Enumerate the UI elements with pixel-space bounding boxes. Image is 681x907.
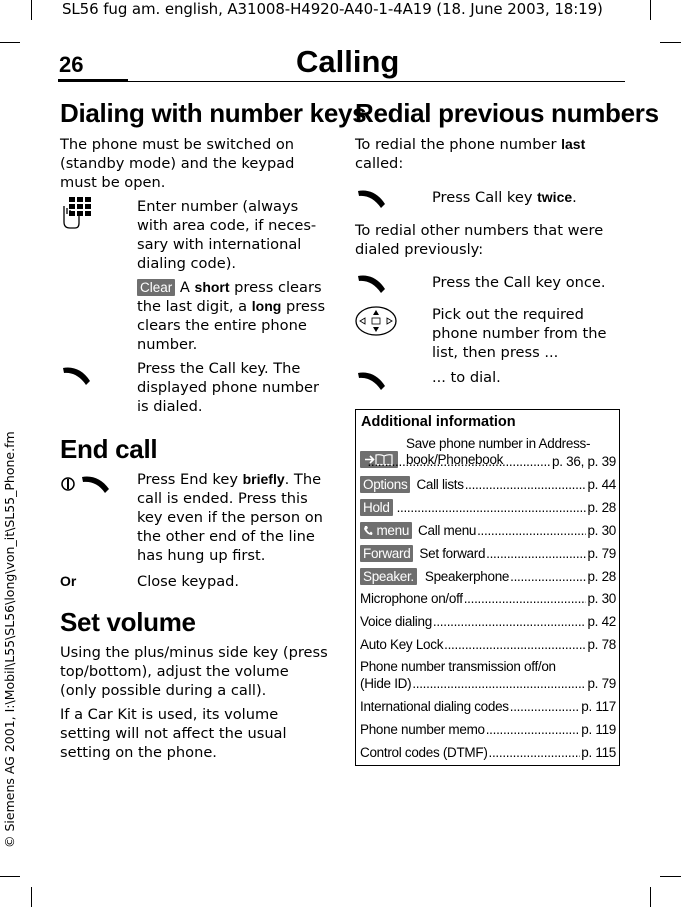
page-title: Calling xyxy=(296,44,400,79)
press-call-twice-text: Press Call key twice. xyxy=(432,189,577,206)
clear-key-text: Clear A short press clears the last digit, a long press clears the entire phone number. xyxy=(137,279,326,353)
crop-mark xyxy=(0,42,20,43)
info-row-phonebook-page: ..... p. 36, p. 39 xyxy=(360,454,616,470)
page-number: 26 xyxy=(59,52,84,77)
volume-para-2: If a Car Kit is used, its volume setting will not affect the usual setting on the phone. xyxy=(60,706,287,761)
call-key-icon xyxy=(356,272,388,296)
crop-mark xyxy=(650,887,651,907)
heading-dialing: Dialing with number keys xyxy=(60,98,367,128)
keypad-icon xyxy=(61,196,93,230)
call-icon xyxy=(363,525,373,536)
info-row-hold: Hold ..... p. 28 xyxy=(360,499,616,516)
close-keypad-text: Close keypad. xyxy=(137,573,240,590)
redial-intro: To redial the phone number last called: xyxy=(355,136,586,172)
speaker-softkey: Speaker. xyxy=(360,568,417,585)
enter-number-text: Enter number (always with area code, if necessary with international dialing code). xyxy=(137,198,317,272)
side-copyright: © Siemens AG 2001, I:\Mobil\L55\SL56\long\von_it\SL55_Phone.fm xyxy=(2,431,17,848)
navigation-key-icon xyxy=(354,305,398,337)
title-rule-thick xyxy=(58,79,128,82)
dialing-intro: The phone must be switched on (standby mode) and the keypad must be open. xyxy=(60,136,295,191)
volume-para-1: Using the plus/minus side key (press top/bottom), adjust the volume (only possible during a call). xyxy=(60,644,328,699)
additional-info-box xyxy=(355,409,620,766)
info-row-auto-key-lock: Auto Key Lock ..... p. 78 xyxy=(360,637,616,653)
call-key-icon xyxy=(356,187,388,211)
press-call-once-text: Press the Call key once. xyxy=(432,274,606,291)
info-row-set-forward: Forward Set forward ..... p. 79 xyxy=(360,545,616,562)
crop-mark xyxy=(31,887,32,907)
call-menu-softkey: menu xyxy=(360,522,412,539)
info-row-speakerphone: Speaker. Speakerphone ..... p. 28 xyxy=(360,568,616,585)
crop-mark xyxy=(31,0,32,20)
end-key-icon xyxy=(60,472,120,496)
crop-mark xyxy=(660,42,681,43)
title-rule xyxy=(128,81,625,82)
options-softkey: Options xyxy=(360,476,410,493)
info-row-call-menu: menu Call menu ..... p. 30 xyxy=(360,522,616,539)
crop-mark xyxy=(660,876,681,877)
info-row-number-memo: Phone number memo ..... p. 119 xyxy=(360,722,616,738)
end-key-text: Press End key briefly. The call is ended. Press this key even if the person on the other end of the line has hung up first. xyxy=(137,471,323,564)
info-row-international-codes: International dialing codes ..... p. 117 xyxy=(360,699,616,715)
heading-set-volume: Set volume xyxy=(60,607,196,637)
info-row-phonebook: Save phone number in Addressbook/Phonebook xyxy=(360,436,616,468)
call-key-text: Press the Call key. The displayed phone number is dialed. xyxy=(137,360,319,415)
crop-mark xyxy=(0,876,20,877)
info-row-microphone: Microphone on/off ..... p. 30 xyxy=(360,591,616,607)
heading-end-call: End call xyxy=(60,434,158,464)
info-title: Additional information xyxy=(361,414,516,430)
redial-other-text: To redial other numbers that were dialed previously: xyxy=(355,222,604,258)
pick-out-text: Pick out the required phone number from the list, then press ... xyxy=(432,306,607,361)
info-row-hide-id: (Hide ID) ..... p. 79 xyxy=(360,676,616,692)
call-key-icon xyxy=(356,369,388,393)
info-row-call-lists: Options Call lists ..... p. 44 xyxy=(360,476,616,493)
to-dial-text: ... to dial. xyxy=(432,369,501,386)
crop-mark xyxy=(650,0,651,20)
call-key-icon xyxy=(61,364,93,388)
heading-redial: Redial previous numbers xyxy=(355,98,659,128)
info-row-voice-dialing: Voice dialing ..... p. 42 xyxy=(360,614,616,630)
hold-softkey: Hold xyxy=(360,499,393,516)
clear-softkey: Clear xyxy=(137,279,175,296)
forward-softkey: Forward xyxy=(360,545,413,562)
info-row-control-codes: Control codes (DTMF) ..... p. 115 xyxy=(360,745,616,761)
info-row-number-transmission: Phone number transmission off/on xyxy=(360,659,556,674)
or-label: Or xyxy=(60,573,77,589)
running-head: SL56 fug am. english, A31008-H4920-A40-1-4A19 (18. June 2003, 18:19) xyxy=(62,0,603,18)
